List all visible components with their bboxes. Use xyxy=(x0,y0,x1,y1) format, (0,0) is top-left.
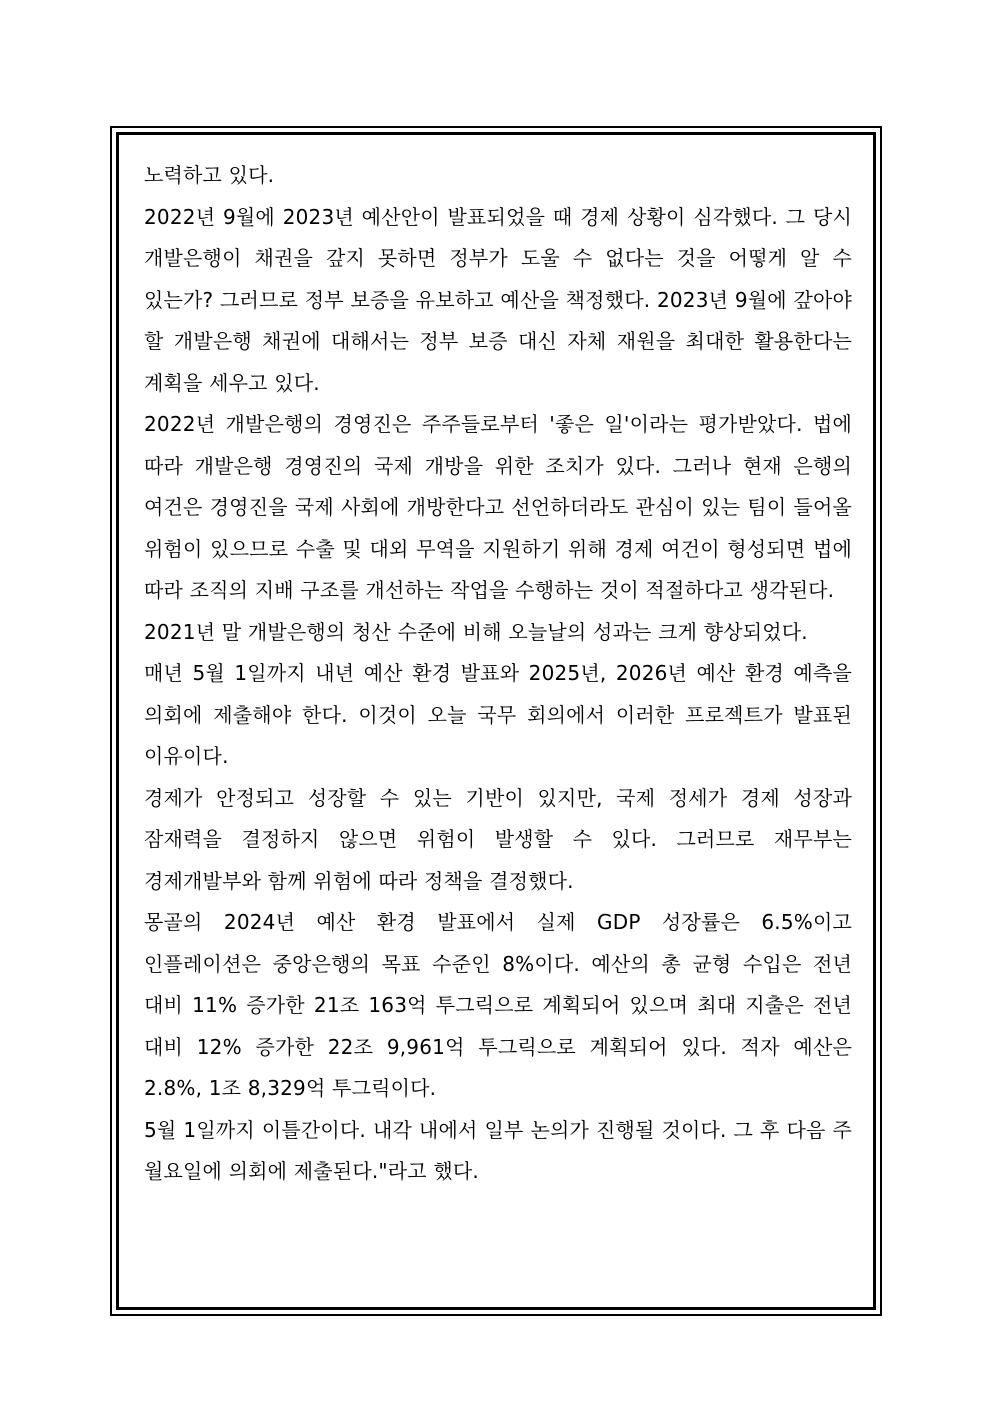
paragraph-3: 2022년 개발은행의 경영진은 주주들로부터 '좋은 일'이라는 평가받았다. 법에 따라 개발은행 경영진의 국제 개방을 위한 조치가 있다. 그러나 현재 은행의 여건은 경영진을 국제 사회에 개방한다고 선언하더라도 관심이 있는 팀이 들어올 위험이 있으므로 수출 및 대외 무역을 지원하기 위해 경제 여건이 형성되면 법에 따라 조직의 지배 구조를 개선하는 작업을 수행하는 것이 적절하다고 생각된다. xyxy=(144,412,852,602)
paragraph-5: 매년 5월 1일까지 내년 예산 환경 발표와 2025년, 2026년 예산 환경 예측을 의회에 제출해야 한다. 이것이 오늘 국무 회의에서 이러한 프로젝트가 발표된 이유이다. xyxy=(144,661,852,768)
paragraph-1: 노력하고 있다. xyxy=(144,163,275,187)
paragraph-8: 5월 1일까지 이틀간이다. 내각 내에서 일부 논의가 진행될 것이다. 그 후 다음 주 월요일에 의회에 제출된다."라고 했다. xyxy=(144,1117,852,1183)
paragraph-6: 경제가 안정되고 성장할 수 있는 기반이 있지만, 국제 정세가 경제 성장과 잠재력을 결정하지 않으면 위험이 발생할 수 있다. 그러므로 재무부는 경제개발부와 함께 위험에 따라 정책을 결정했다. xyxy=(144,785,852,893)
paragraph-7: 몽골의 2024년 예산 환경 발표에서 실제 GDP 성장률은 6.5%이고 인플레이션은 중앙은행의 목표 수준인 8%이다. 예산의 총 균형 수입은 전년 대비 11% 증가한 21조 163억 투그릭으로 계획되어 있으며 최대 지출은 전년 대비 12% 증가한 22조 9,961억 투그릭으로 계획되어 있다. 적자 예산은 2.8%, 1조 8,329억 투그릭이다. xyxy=(144,910,852,1100)
paragraph-2: 2022년 9월에 2023년 예산안이 발표되었을 때 경제 상황이 심각했다. 그 당시 개발은행이 채권을 갚지 못하면 정부가 도울 수 없다는 것을 어떻게 알 수 있는가? 그러므로 정부 보증을 유보하고 예산을 책정했다. 2023년 9월에 갚아야 할 개발은행 채권에 대해서는 정부 보증 대신 자체 재원을 최대한 활용한다는 계획을 세우고 있다. xyxy=(144,204,852,395)
paragraph-4: 2021년 말 개발은행의 청산 수준에 비해 오늘날의 성과는 크게 향상되었다. xyxy=(144,619,808,644)
document-body xyxy=(144,155,852,1193)
